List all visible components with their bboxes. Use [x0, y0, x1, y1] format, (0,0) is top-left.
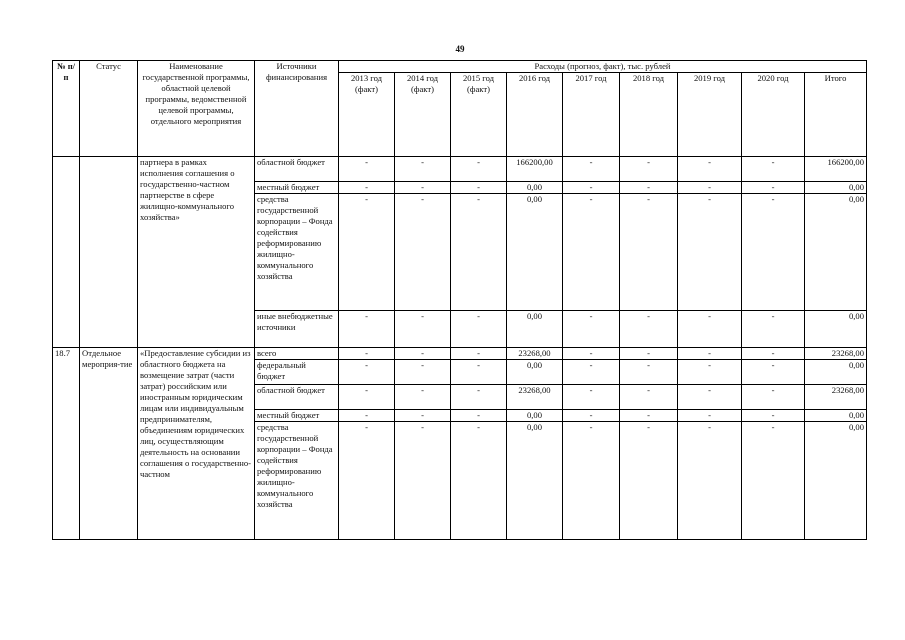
value-cell: - — [678, 360, 742, 385]
value-cell: - — [451, 194, 507, 311]
value-cell: - — [742, 410, 805, 422]
value-cell: - — [742, 311, 805, 348]
value-cell: - — [742, 194, 805, 311]
value-cell: - — [451, 360, 507, 385]
total-cell: 0,00 — [805, 311, 867, 348]
header-year-2018: 2018 год — [620, 73, 678, 157]
value-cell: 23268,00 — [507, 348, 563, 360]
value-cell: - — [563, 182, 620, 194]
total-cell: 0,00 — [805, 410, 867, 422]
value-cell: - — [451, 348, 507, 360]
value-cell: - — [678, 311, 742, 348]
total-cell: 0,00 — [805, 422, 867, 540]
header-total: Итого — [805, 73, 867, 157]
header-year-2016: 2016 год — [507, 73, 563, 157]
value-cell: - — [563, 348, 620, 360]
header-year-2019: 2019 год — [678, 73, 742, 157]
value-cell: - — [620, 360, 678, 385]
value-cell: 0,00 — [507, 422, 563, 540]
source-cell: средства государственной корпорации – Фонда содействия реформированию жилищно-коммунального хозяйства — [255, 422, 339, 540]
value-cell: 166200,00 — [507, 157, 563, 182]
value-cell: - — [620, 422, 678, 540]
header-year-2015 — [451, 73, 507, 157]
value-cell: - — [742, 360, 805, 385]
value-cell: - — [395, 360, 451, 385]
value-cell: - — [742, 157, 805, 182]
value-cell: - — [563, 157, 620, 182]
source-cell: местный бюджет — [255, 182, 339, 194]
value-cell: - — [678, 157, 742, 182]
value-cell: - — [451, 410, 507, 422]
value-cell: - — [620, 194, 678, 311]
value-cell: - — [339, 311, 395, 348]
value-cell: - — [563, 422, 620, 540]
year-label: 2014 год — [406, 73, 439, 83]
value-cell: - — [620, 385, 678, 410]
value-cell: - — [620, 157, 678, 182]
value-cell: - — [339, 385, 395, 410]
value-cell: - — [678, 410, 742, 422]
value-cell: - — [563, 410, 620, 422]
value-cell: - — [563, 360, 620, 385]
header-status: Статус — [80, 61, 138, 157]
value-cell: - — [451, 311, 507, 348]
value-cell: - — [742, 422, 805, 540]
value-cell: - — [395, 182, 451, 194]
value-cell: - — [563, 311, 620, 348]
header-year-2020: 2020 год — [742, 73, 805, 157]
value-cell: - — [339, 410, 395, 422]
value-cell: 0,00 — [507, 410, 563, 422]
value-cell: - — [742, 385, 805, 410]
header-year-2017: 2017 год — [563, 73, 620, 157]
value-cell: - — [563, 385, 620, 410]
total-cell: 0,00 — [805, 360, 867, 385]
header-year-2014 — [395, 73, 451, 157]
value-cell: - — [395, 311, 451, 348]
value-cell: - — [395, 385, 451, 410]
table-row — [53, 348, 867, 360]
value-cell: - — [339, 360, 395, 385]
program-name-cell: «Предоставление субсидии из областного бюджета на возмещение затрат (части затрат) российским или иностранным юридическим лицам или индивидуальным предпринимателям, объединениям юридических лиц, осуществляющим деятельность на основании соглашения о государственно-частном — [138, 348, 255, 540]
value-cell: - — [742, 348, 805, 360]
source-cell: местный бюджет — [255, 410, 339, 422]
budget-table — [52, 60, 867, 540]
value-cell: - — [339, 348, 395, 360]
value-cell: - — [395, 422, 451, 540]
value-cell: 0,00 — [507, 360, 563, 385]
value-cell: 0,00 — [507, 194, 563, 311]
value-cell: - — [395, 157, 451, 182]
value-cell: - — [678, 422, 742, 540]
year-note: (факт) — [411, 84, 434, 94]
value-cell: - — [620, 348, 678, 360]
value-cell: - — [339, 422, 395, 540]
value-cell: - — [339, 157, 395, 182]
value-cell: - — [678, 194, 742, 311]
value-cell: - — [451, 422, 507, 540]
source-cell: федеральный бюджет — [255, 360, 339, 385]
row-status-cell — [80, 157, 138, 348]
source-cell: областной бюджет — [255, 385, 339, 410]
value-cell: - — [678, 182, 742, 194]
value-cell: 23268,00 — [507, 385, 563, 410]
value-cell: - — [620, 311, 678, 348]
source-cell: областной бюджет — [255, 157, 339, 182]
value-cell: - — [339, 194, 395, 311]
value-cell: - — [395, 194, 451, 311]
source-cell: всего — [255, 348, 339, 360]
value-cell: 0,00 — [507, 182, 563, 194]
total-cell: 166200,00 — [805, 157, 867, 182]
table-row — [53, 157, 867, 182]
value-cell: - — [395, 410, 451, 422]
value-cell: - — [620, 182, 678, 194]
value-cell: - — [620, 410, 678, 422]
row-num-cell — [53, 157, 80, 348]
year-label: 2015 год — [462, 73, 495, 83]
source-cell: средства государственной корпорации – Фонда содействия реформированию жилищно-коммунального хозяйства — [255, 194, 339, 311]
page-number: 49 — [455, 44, 465, 54]
value-cell: - — [395, 348, 451, 360]
header-name: Наименование государственной программы, областной целевой программы, ведомственной целевой программы, отдельного мероприятия — [138, 61, 255, 157]
year-note: (факт) — [467, 84, 490, 94]
program-name-cell: партнера в рамках исполнения соглашения о государственно-частном партнерстве в сфере жилищно-коммунального хозяйства» — [138, 157, 255, 348]
value-cell: - — [563, 194, 620, 311]
value-cell: - — [678, 348, 742, 360]
total-cell: 23268,00 — [805, 348, 867, 360]
header-year-2013 — [339, 73, 395, 157]
value-cell: - — [451, 385, 507, 410]
value-cell: 0,00 — [507, 311, 563, 348]
year-label: 2013 год — [350, 73, 383, 83]
header-row-1 — [53, 61, 867, 73]
total-cell: 0,00 — [805, 194, 867, 311]
row-status-cell: Отдельное мероприя-тие — [80, 348, 138, 540]
year-note: (факт) — [355, 84, 378, 94]
header-num: № п/п — [53, 61, 80, 157]
value-cell: - — [742, 182, 805, 194]
total-cell: 23268,00 — [805, 385, 867, 410]
header-sources: Источники финансирования — [255, 61, 339, 157]
total-cell: 0,00 — [805, 182, 867, 194]
source-cell: иные внебюджетные источники — [255, 311, 339, 348]
row-num-cell: 18.7 — [53, 348, 80, 540]
value-cell: - — [451, 157, 507, 182]
value-cell: - — [678, 385, 742, 410]
value-cell: - — [339, 182, 395, 194]
value-cell: - — [451, 182, 507, 194]
header-expenses: Расходы (прогноз, факт), тыс. рублей — [339, 61, 867, 73]
